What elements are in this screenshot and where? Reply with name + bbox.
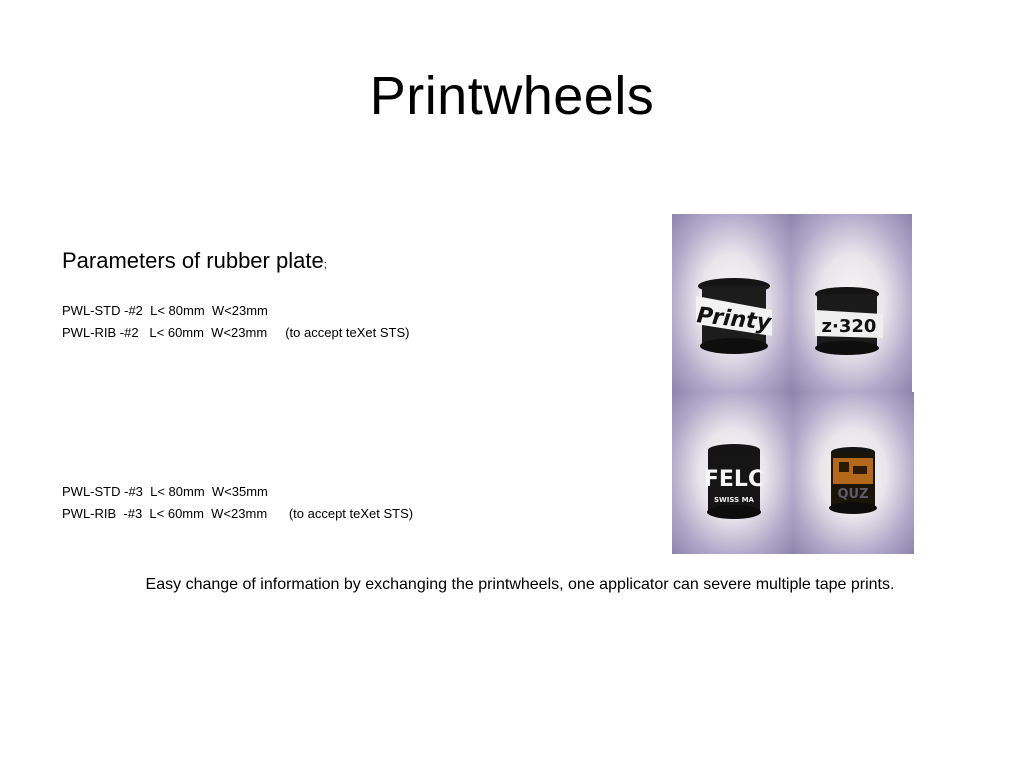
parameters-heading: [62, 246, 327, 280]
spec-line: PWL-STD -#2 L< 80mm W<23mm: [62, 303, 268, 318]
spec-line: PWL-STD -#3 L< 80mm W<35mm: [62, 484, 268, 499]
printwheel-4-print: QUZ: [837, 487, 869, 502]
printwheel-photo-2: [791, 214, 912, 392]
slide-title: Printwheels: [369, 66, 655, 126]
printwheel-photo-4: [793, 392, 914, 554]
specs-group-1: [62, 300, 410, 344]
footer-note: Easy change of information by exchanging the printwheels, one applicator can severe multiple tape prints.: [145, 576, 895, 593]
printwheel-image-1: [672, 214, 791, 392]
spec-line: PWL-RIB -#3 L< 60mm W<23mm (to accept teXet STS): [62, 506, 414, 521]
printwheel-image-4: [793, 392, 914, 554]
printwheel-photo-3: [672, 392, 793, 554]
specs-group-2: [62, 481, 413, 525]
spec-line: PWL-RIB -#2 L< 60mm W<23mm (to accept teXet STS): [62, 325, 410, 340]
printwheel-image-3: [672, 392, 793, 554]
printwheel-photo-1: [672, 214, 791, 392]
parameters-heading-text: Parameters of rubber plate: [62, 248, 324, 273]
printwheel-3-print: FELC: [703, 467, 765, 492]
parameters-heading-suffix: ;: [323, 259, 327, 271]
printwheel-2-print: z·320: [821, 316, 877, 337]
printwheel-3-subprint: SWISS MA: [714, 496, 754, 504]
printwheel-1-print: Printy: [695, 303, 773, 336]
printwheel-image-2: [791, 214, 912, 392]
